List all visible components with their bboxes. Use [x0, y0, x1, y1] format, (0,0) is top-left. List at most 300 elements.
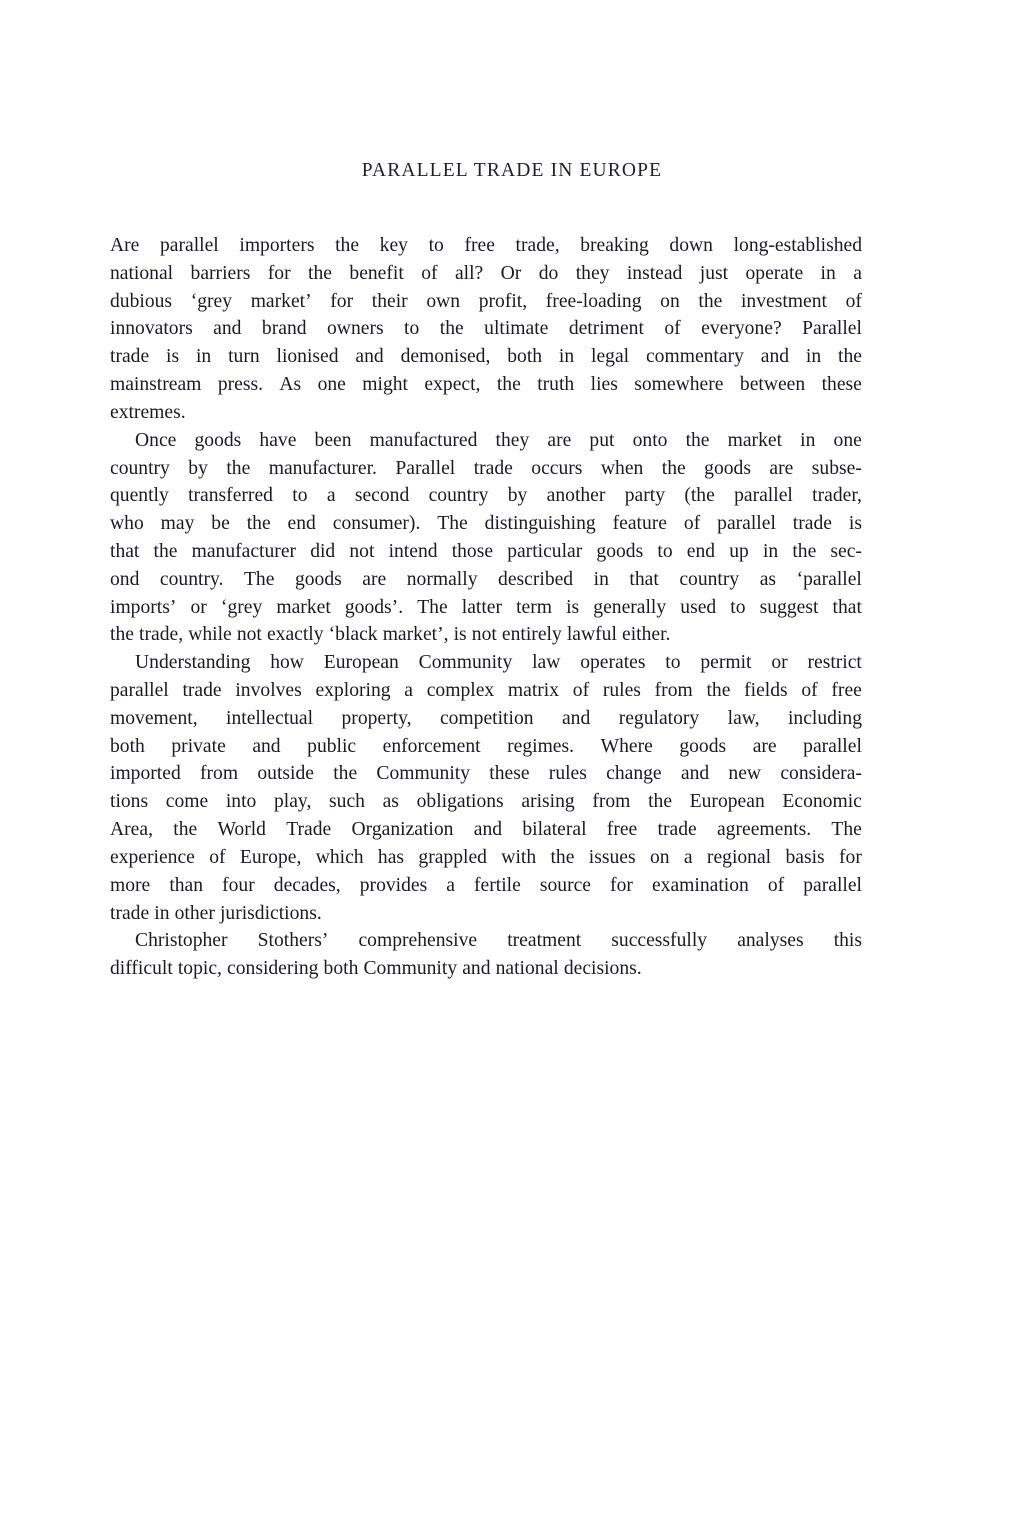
word: demonised, — [400, 346, 491, 368]
text-line — [110, 455, 862, 483]
word: up — [729, 540, 749, 562]
word: Where — [600, 735, 653, 757]
word: lawful — [566, 624, 617, 646]
word: jurisdictions. — [219, 902, 322, 924]
word: transferred — [188, 485, 273, 507]
text-line — [110, 594, 862, 622]
word: more — [110, 874, 151, 896]
word: competition — [439, 707, 534, 729]
word: movement, — [110, 707, 198, 729]
word: goods — [294, 568, 342, 590]
text-line — [110, 482, 862, 510]
body-text-block — [110, 232, 862, 983]
text-line — [110, 788, 862, 816]
word: innovators — [110, 318, 193, 340]
word: goods — [596, 540, 644, 562]
text-line — [110, 232, 862, 260]
word: who — [110, 513, 144, 535]
word: for — [330, 290, 354, 312]
word: national — [110, 262, 174, 284]
word: everyone? — [701, 318, 782, 340]
word: the — [439, 318, 464, 340]
word: a — [326, 485, 336, 507]
word: might — [362, 374, 409, 396]
word: that — [832, 596, 862, 618]
word: successfully — [611, 930, 708, 952]
word: Parallel — [802, 318, 862, 340]
word: and — [462, 958, 491, 980]
word: lies — [590, 374, 618, 396]
word: dubious — [110, 290, 173, 312]
word: to — [404, 318, 420, 340]
word: in — [195, 346, 212, 368]
word: benefit — [349, 262, 404, 284]
word: the — [110, 624, 134, 646]
word: the — [661, 457, 686, 479]
word: party — [624, 485, 665, 507]
word: own — [426, 290, 461, 312]
word: investment — [740, 290, 827, 312]
word: to — [292, 485, 308, 507]
word: World — [217, 819, 266, 841]
word: their — [371, 290, 408, 312]
word: law, — [727, 707, 760, 729]
word: between — [739, 374, 806, 396]
word: for — [839, 846, 862, 868]
word: detriment — [568, 318, 644, 340]
word: are — [362, 568, 387, 590]
word: have — [259, 429, 297, 451]
word: all? — [454, 262, 484, 284]
word: end — [686, 540, 716, 562]
word: four — [222, 874, 255, 896]
word: of — [664, 318, 681, 340]
page-title: PARALLEL TRADE IN EUROPE — [361, 160, 663, 181]
word: barriers — [190, 262, 251, 284]
word: goods — [194, 429, 242, 451]
word: not — [236, 624, 262, 646]
word: parallel — [717, 513, 776, 535]
word: another — [546, 485, 606, 507]
word: in — [154, 902, 170, 924]
word: basis — [785, 846, 825, 868]
word: the — [648, 791, 673, 813]
word: are — [752, 735, 777, 757]
word: The — [831, 819, 862, 841]
word: obligations — [416, 791, 504, 813]
word: of — [572, 680, 590, 701]
word: Trade — [286, 819, 332, 841]
word: free-loading — [545, 290, 642, 312]
word: other — [174, 902, 215, 924]
word: owners — [327, 318, 384, 340]
word: exploring — [315, 680, 391, 701]
word: extremes. — [110, 401, 186, 423]
word: European — [323, 652, 399, 674]
word: ‘parallel — [796, 568, 862, 590]
word: matrix — [507, 680, 560, 701]
word: operate — [745, 262, 804, 284]
word: parallel — [110, 680, 169, 701]
word: the — [308, 262, 332, 284]
word: manufacturer — [191, 540, 297, 562]
word: free — [464, 235, 495, 256]
word: onto — [632, 429, 668, 451]
word: to — [657, 540, 673, 562]
word: considering — [227, 958, 319, 980]
word: regulatory — [618, 707, 700, 729]
text-line — [110, 816, 862, 844]
word: issues — [588, 846, 636, 868]
word: exactly — [266, 624, 324, 646]
word: agreements. — [716, 819, 812, 841]
word: imported — [110, 763, 181, 785]
word: they — [495, 429, 530, 451]
word: such — [329, 791, 365, 813]
word: Community — [376, 763, 471, 785]
word: is — [166, 346, 180, 368]
word: country — [679, 568, 740, 590]
word: feature — [612, 513, 667, 535]
word: is — [566, 596, 580, 618]
word: free — [831, 680, 862, 701]
word: to — [730, 596, 746, 618]
word: from — [654, 680, 693, 701]
word: of — [421, 262, 438, 284]
word: in — [593, 568, 609, 590]
word: market’, — [382, 624, 449, 646]
word: rules — [602, 680, 641, 701]
word: one — [833, 429, 862, 451]
word: trade, — [515, 235, 560, 256]
word: both — [323, 958, 359, 980]
word: rules — [548, 763, 587, 785]
word: normally — [406, 568, 478, 590]
word: trade — [792, 513, 832, 535]
word: intellectual — [226, 707, 314, 729]
word: goods’. — [344, 596, 404, 618]
word: tions — [110, 791, 149, 813]
word: regimes. — [507, 735, 575, 757]
word: how — [270, 652, 304, 674]
word: The — [437, 513, 468, 535]
word: that — [629, 568, 659, 590]
word: decades, — [273, 874, 341, 896]
word: been — [314, 429, 352, 451]
word: parallel — [803, 735, 862, 757]
word: parallel — [803, 874, 862, 896]
word: parallel — [160, 235, 219, 256]
word: mainstream — [110, 374, 202, 396]
word: profit, — [478, 290, 528, 312]
word: the — [838, 346, 862, 368]
word: ond — [110, 568, 140, 590]
word: grappled — [418, 846, 487, 868]
word: ‘grey — [190, 290, 233, 312]
word: a — [853, 262, 862, 284]
word: latter — [461, 596, 503, 618]
word: a — [404, 680, 413, 701]
word: Are — [110, 235, 140, 256]
word: as — [759, 568, 777, 590]
word: importers — [239, 235, 315, 256]
word: may — [160, 513, 195, 535]
word: and — [213, 318, 242, 340]
word: has — [377, 846, 405, 868]
word: of — [845, 290, 862, 312]
word: trader, — [812, 485, 862, 507]
word: expect, — [424, 374, 481, 396]
word: with — [501, 846, 537, 868]
word: Once — [135, 429, 177, 451]
word: fields — [744, 680, 788, 701]
word: the — [153, 540, 178, 562]
word: arising — [521, 791, 575, 813]
word: for — [267, 262, 291, 284]
word: enforcement — [382, 735, 481, 757]
word: a — [446, 874, 455, 896]
text-line — [110, 538, 862, 566]
word: the — [173, 819, 198, 841]
word: is — [453, 624, 467, 646]
word: described — [498, 568, 574, 590]
word: distinguishing — [484, 513, 596, 535]
word: truth — [537, 374, 575, 396]
word: ultimate — [484, 318, 549, 340]
word: change — [606, 763, 662, 785]
paragraph — [110, 927, 862, 983]
word: to — [665, 652, 681, 674]
word: not — [471, 624, 497, 646]
word: comprehensive — [358, 930, 478, 952]
word: key — [379, 235, 408, 256]
word: of — [683, 513, 701, 535]
word: fertile — [474, 874, 521, 896]
text-line — [110, 649, 862, 677]
word: legal — [591, 346, 630, 368]
word: not — [349, 540, 375, 562]
word: somewhere — [634, 374, 724, 396]
word: trade — [657, 819, 697, 841]
word: Organization — [351, 819, 454, 841]
word: Or — [500, 262, 522, 284]
word: on — [649, 846, 670, 868]
word: the — [226, 457, 251, 479]
word: goods — [704, 457, 751, 479]
word: used — [680, 596, 717, 618]
word: the — [333, 763, 358, 785]
word: or — [190, 596, 207, 618]
word: considera- — [780, 763, 862, 785]
word: market — [276, 596, 331, 618]
word: in — [820, 262, 836, 284]
word: when — [600, 457, 644, 479]
paragraph — [110, 232, 862, 427]
word: from — [200, 763, 239, 785]
word: turn — [228, 346, 260, 368]
word: second — [354, 485, 410, 507]
text-line — [110, 705, 862, 733]
word: did — [310, 540, 336, 562]
word: of — [801, 680, 818, 701]
word: in — [762, 540, 779, 562]
word: of — [209, 846, 226, 868]
word: and — [760, 346, 790, 368]
word: quently — [110, 485, 169, 507]
word: trade — [182, 680, 222, 701]
word: than — [169, 874, 204, 896]
word: the — [685, 429, 710, 451]
word: both — [110, 735, 145, 757]
word: press. — [217, 374, 263, 396]
word: in — [800, 429, 816, 451]
word: ‘black — [328, 624, 378, 646]
word: permit — [700, 652, 752, 674]
word: private — [171, 735, 226, 757]
word: Understanding — [135, 652, 251, 674]
word: country. — [159, 568, 224, 590]
word: Stothers’ — [257, 930, 329, 952]
word: including — [787, 707, 862, 729]
word: are — [547, 429, 572, 451]
paragraph — [110, 427, 862, 650]
word: and — [473, 819, 503, 841]
word: to — [428, 235, 444, 256]
word: for — [610, 874, 633, 896]
word: manufacturer. — [268, 457, 377, 479]
word: The — [417, 596, 448, 618]
word: operates — [580, 652, 646, 674]
word: market’ — [250, 290, 312, 312]
word: come — [165, 791, 209, 813]
word: source — [539, 874, 591, 896]
text-line — [110, 288, 862, 316]
word: instead — [626, 262, 683, 284]
word: sec- — [830, 540, 862, 562]
word: put — [589, 429, 615, 451]
word: term — [516, 596, 553, 618]
word: that — [110, 540, 140, 562]
text-line — [110, 427, 862, 455]
text-line — [110, 955, 862, 983]
word: European — [689, 791, 765, 813]
word: country — [428, 485, 489, 507]
text-line — [110, 343, 862, 371]
word: be — [211, 513, 230, 535]
word: generally — [593, 596, 667, 618]
word: entirely — [501, 624, 562, 646]
text-line — [110, 260, 862, 288]
word: free — [606, 819, 638, 841]
text-line — [110, 677, 862, 705]
word: the — [246, 513, 271, 535]
word: Economic — [782, 791, 862, 813]
word: consumer). — [332, 513, 421, 535]
word: either. — [622, 624, 671, 646]
word: play, — [274, 791, 312, 813]
word: a — [683, 846, 693, 868]
word: law — [532, 652, 561, 674]
word: imports’ — [110, 596, 177, 618]
word: long-established — [733, 235, 862, 256]
word: are — [769, 457, 794, 479]
word: by — [507, 485, 528, 507]
word: as — [382, 791, 399, 813]
word: suggest — [759, 596, 819, 618]
text-line — [110, 760, 862, 788]
text-line — [110, 510, 862, 538]
word: do — [538, 262, 559, 284]
word: and — [680, 763, 710, 785]
word: is — [848, 513, 862, 535]
word: property, — [341, 707, 412, 729]
word: and — [355, 346, 384, 368]
word: on — [660, 290, 680, 312]
word: parallel — [734, 485, 793, 507]
word: provides — [359, 874, 428, 896]
word: in — [558, 346, 575, 368]
word: The — [243, 568, 275, 590]
word: subse- — [811, 457, 862, 479]
word: commentary — [645, 346, 744, 368]
word: one — [317, 374, 346, 396]
word: and — [252, 735, 281, 757]
word: the — [496, 374, 521, 396]
word: regional — [706, 846, 772, 868]
word: Europe, — [239, 846, 302, 868]
text-line — [110, 621, 862, 649]
word: these — [489, 763, 530, 785]
word: in — [805, 346, 822, 368]
word: these — [821, 374, 862, 396]
word: trade — [110, 346, 150, 368]
word: the — [792, 540, 817, 562]
word: the — [335, 235, 360, 256]
word: breaking — [580, 235, 649, 256]
text-line — [110, 733, 862, 761]
word: experience — [110, 846, 195, 868]
word: new — [728, 763, 762, 785]
word: occurs — [531, 457, 583, 479]
word: bilateral — [522, 819, 587, 841]
word: while — [188, 624, 232, 646]
text-line — [110, 844, 862, 872]
word: brand — [261, 318, 307, 340]
word: manufactured — [369, 429, 478, 451]
word: by — [188, 457, 208, 479]
word: which — [315, 846, 364, 868]
word: or — [771, 652, 788, 674]
word: goods — [679, 735, 727, 757]
word: just — [699, 262, 729, 284]
text-line — [110, 900, 862, 928]
word: intend — [388, 540, 438, 562]
text-line — [110, 927, 862, 955]
word: down — [669, 235, 713, 256]
word: Area, — [110, 819, 153, 841]
word: end — [287, 513, 316, 535]
text-line — [110, 566, 862, 594]
word: decisions. — [563, 958, 642, 980]
word: country — [110, 457, 170, 479]
word: As — [279, 374, 302, 396]
word: complex — [426, 680, 495, 701]
word: market — [727, 429, 783, 451]
text-line — [110, 872, 862, 900]
word: national — [495, 958, 559, 980]
word: Community — [418, 652, 513, 674]
word: the — [706, 680, 731, 701]
